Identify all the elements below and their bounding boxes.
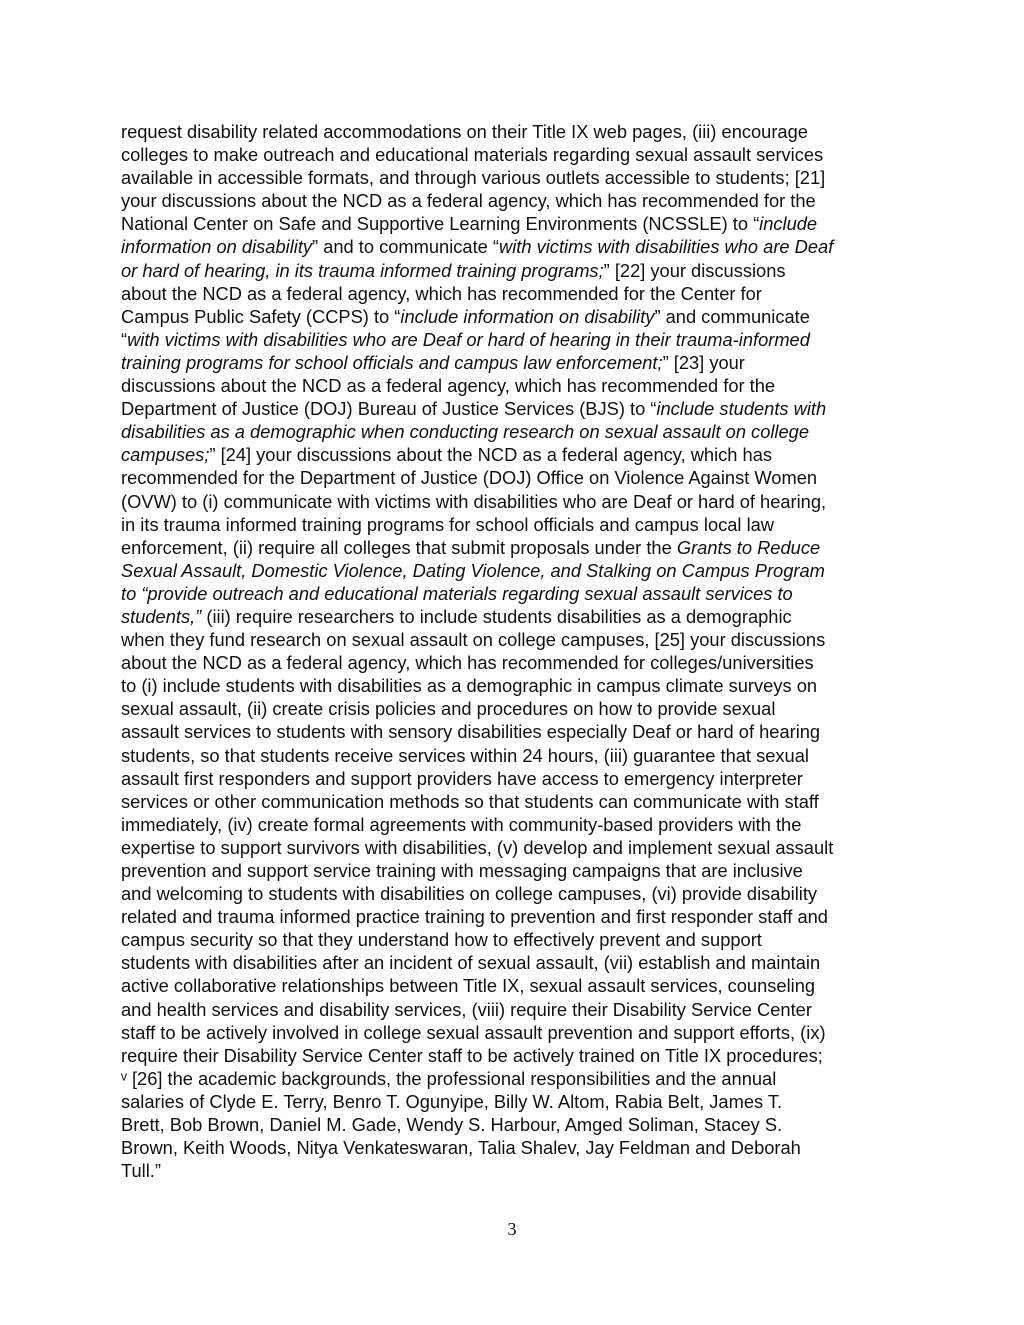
text-line	[121, 767, 921, 790]
text-run: students, so that students receive services within 24 hours, (iii) guarantee that sexual	[121, 744, 809, 766]
text-run: (iii) require researchers to include students disabilities as a demographic	[201, 605, 792, 627]
text-run: services or other communication methods so that students can communicate with staff	[121, 790, 819, 812]
text-run: immediately, (iv) create formal agreements with community-based providers with the	[121, 813, 802, 835]
text-run: ” and to communicate “	[312, 236, 500, 258]
italic-text-run: include	[759, 213, 818, 235]
text-run: discussions about the NCD as a federal agency, which has recommended for the	[121, 375, 776, 397]
text-line	[121, 536, 921, 559]
text-line	[121, 166, 921, 189]
text-line	[121, 466, 921, 489]
italic-text-run: include students with	[656, 398, 827, 420]
text-line	[121, 951, 921, 974]
text-run: Brown, Keith Woods, Nitya Venkateswaran, Talia Shalev, Jay Feldman and Deborah	[121, 1137, 801, 1159]
text-line	[121, 559, 921, 582]
text-line	[121, 351, 921, 374]
text-line	[121, 328, 921, 351]
text-run: enforcement, (ii) require all colleges that submit proposals under the	[121, 536, 677, 558]
text-line	[121, 882, 921, 905]
text-line	[121, 305, 921, 328]
text-line	[121, 513, 921, 536]
text-line	[121, 120, 921, 143]
text-run: when they fund research on sexual assault on college campuses, [25] your discussions	[121, 629, 826, 651]
text-run: your discussions about the NCD as a federal agency, which has recommended for the	[121, 190, 816, 212]
text-line	[121, 605, 921, 628]
text-run: active collaborative relationships between Title IX, sexual assault services, counseling	[121, 975, 816, 997]
text-line	[121, 259, 921, 282]
text-run: assault first responders and support providers have access to emergency interpreter	[121, 767, 803, 789]
text-run: and welcoming to students with disabilities on college campuses, (vi) provide disability	[121, 883, 818, 905]
text-run: related and trauma informed practice training to prevention and first responder staff and	[121, 906, 828, 928]
page-number: 3	[507, 1219, 517, 1239]
text-run: about the NCD as a federal agency, which has recommended for the Center for	[121, 282, 762, 304]
text-run: ” [22] your discussions	[603, 259, 786, 281]
text-line	[121, 697, 921, 720]
text-run: prevention and support service training with messaging campaigns that are inclusive	[121, 860, 803, 881]
italic-text-run: to “provide outreach and educational materials regarding sexual assault services to	[121, 582, 793, 604]
italic-text-run: students,”	[121, 605, 202, 627]
text-run: ᵛ [26] the academic backgrounds, the professional responsibilities and the annual	[121, 1067, 777, 1089]
text-run: about the NCD as a federal agency, which has recommended for colleges/universities	[121, 652, 814, 674]
italic-text-run: or hard of hearing, in its trauma informed training programs;	[121, 259, 604, 281]
text-line	[121, 397, 921, 420]
text-line	[121, 998, 921, 1021]
text-run: “	[121, 328, 128, 350]
italic-text-run: training programs for school officials and campus law enforcement;	[121, 351, 663, 373]
text-run: require their Disability Service Center staff to be actively trained on Title IX procedures;	[121, 1044, 823, 1066]
text-run: Tull.”	[121, 1160, 161, 1182]
text-line	[121, 790, 921, 813]
italic-text-run: disabilities as a demographic when conducting research on sexual assault on college	[121, 421, 809, 443]
text-run: (OVW) to (i) communicate with victims with disabilities who are Deaf or hard of hearing,	[121, 490, 827, 512]
text-line	[121, 859, 921, 882]
text-line	[121, 651, 921, 674]
italic-text-run: campuses;	[121, 444, 210, 466]
text-run: sexual assault, (ii) create crisis policies and procedures on how to provide sexual	[121, 698, 776, 720]
body-paragraph	[121, 120, 921, 1182]
text-line	[121, 1044, 921, 1067]
text-line	[121, 490, 921, 513]
text-line	[121, 1113, 921, 1136]
text-run: Campus Public Safety (CCPS) to “	[121, 305, 401, 327]
text-run: staff to be actively involved in college sexual assault prevention and support efforts, (ix)	[121, 1021, 826, 1043]
text-run: and health services and disability services, (viii) require their Disability Service Center	[121, 998, 812, 1020]
text-line	[121, 744, 921, 767]
text-run: Department of Justice (DOJ) Bureau of Justice Services (BJS) to “	[121, 398, 657, 420]
text-line	[121, 443, 921, 466]
text-run: recommended for the Department of Justice (DOJ) Office on Violence Against Women	[121, 467, 818, 489]
text-run: salaries of Clyde E. Terry, Benro T. Ogunyipe, Billy W. Altom, Rabia Belt, James T.	[121, 1090, 783, 1112]
text-line	[121, 1136, 921, 1159]
text-line	[121, 143, 921, 166]
text-line	[121, 282, 921, 305]
text-line	[121, 974, 921, 997]
text-line	[121, 628, 921, 651]
text-line	[121, 1090, 921, 1113]
text-line	[121, 813, 921, 836]
text-line	[121, 720, 921, 743]
text-run: assault services to students with sensory disabilities especially Deaf or hard of hearing	[121, 721, 821, 743]
text-line	[121, 582, 921, 605]
text-line	[121, 374, 921, 397]
text-line	[121, 420, 921, 443]
text-line	[121, 674, 921, 697]
text-run: colleges to make outreach and educational materials regarding sexual assault services	[121, 144, 824, 166]
text-run: ” [24] your discussions about the NCD as a federal agency, which has	[209, 444, 773, 466]
text-line	[121, 1159, 921, 1182]
text-run: students with disabilities after an incident of sexual assault, (vii) establish and maintain	[121, 952, 821, 974]
text-run: available in accessible formats, and through various outlets accessible to students; [21]	[121, 167, 826, 189]
text-run: campus security so that they understand how to effectively prevent and support	[121, 929, 762, 951]
text-line	[121, 235, 921, 258]
text-run: request disability related accommodations on their Title IX web pages, (iii) encourage	[121, 121, 808, 142]
text-line	[121, 836, 921, 859]
italic-text-run: Grants to Reduce	[676, 536, 821, 558]
text-run: ” [23] your	[662, 351, 745, 373]
text-line	[121, 1021, 921, 1044]
text-line	[121, 1067, 921, 1090]
text-run: in its trauma informed training programs for school officials and campus local law	[121, 513, 775, 535]
text-line	[121, 905, 921, 928]
text-run: Brett, Bob Brown, Daniel M. Gade, Wendy S. Harbour, Amged Soliman, Stacey S.	[121, 1114, 783, 1136]
italic-text-run: with victims with disabilities who are Deaf	[499, 236, 834, 258]
text-line	[121, 212, 921, 235]
italic-text-run: Sexual Assault, Domestic Violence, Dating Violence, and Stalking on Campus Program	[121, 559, 825, 581]
text-run: to (i) include students with disabilities as a demographic in campus climate surveys on	[121, 675, 818, 697]
italic-text-run: information on disability	[121, 236, 313, 258]
italic-text-run: with victims with disabilities who are Deaf or hard of hearing in their trauma-informed	[127, 328, 810, 350]
text-run: expertise to support survivors with disabilities, (v) develop and implement sexual assault	[121, 836, 834, 858]
text-line	[121, 928, 921, 951]
italic-text-run: include information on disability	[400, 305, 655, 327]
text-run: ” and communicate	[654, 305, 810, 327]
text-line	[121, 189, 921, 212]
text-run: National Center on Safe and Supportive Learning Environments (NCSSLE) to “	[121, 213, 760, 235]
